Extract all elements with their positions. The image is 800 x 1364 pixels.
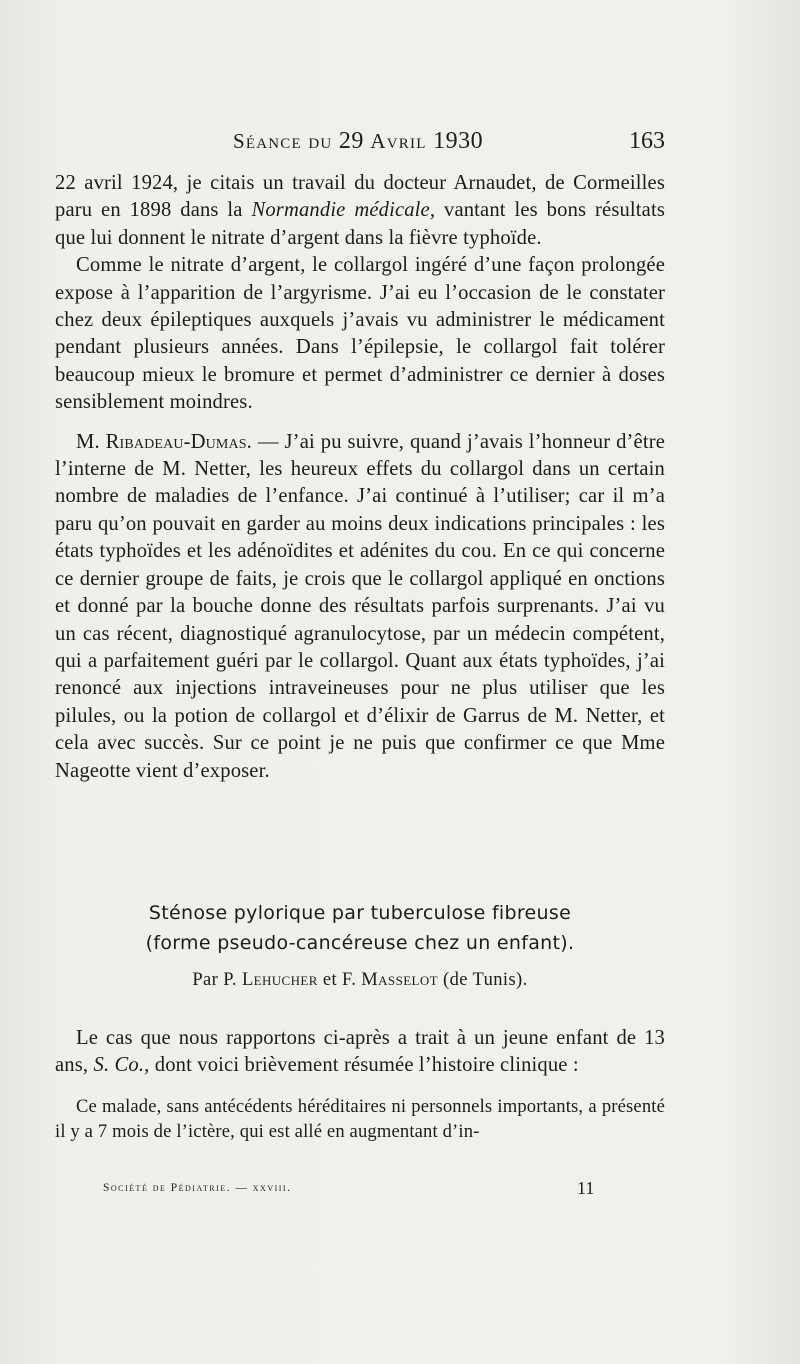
running-head-month: Avril	[370, 129, 427, 153]
paragraph-3-text: — J’ai pu suivre, quand j’avais l’honneur d’être l’interne de M. Netter, les heureux effets du collargol dans un certain nombre de maladies de l’enfance. J’ai continué à l’utiliser; car il m’a paru qu’on pouvait en garder au moins deux indications principales : les états typhoïdes et les adénoïdites et adénites du cou. En ce qui concerne ce dernier groupe de faits, je crois que le collargol appliqué en onctions et donné par la bouche donne des résultats parfois surprenants. J’ai vu un cas récent, diagnostiqué agranulocytose, par un médecin compétent, qui a parfaitement guéri par le collargol. Quant aux états typhoïdes, j’ai renoncé aux injections intraveineuses pour ne plus utiliser que les pilules, ou la potion de collargol et d’élixir de Garrus de M. Netter, et cela avec succès. Sur ce point je ne puis que confirmer ce que Mme Nageotte vient d’exposer.	[55, 430, 666, 782]
byline-par: Par P.	[192, 970, 242, 990]
running-head-day: 29	[332, 128, 371, 154]
journal-title-italic: Normandie médicale,	[251, 199, 436, 222]
byline-author-1: Lehucher	[241, 970, 318, 990]
running-head-year: 1930	[426, 128, 484, 154]
byline-author-2: Masselot	[361, 970, 439, 990]
byline-et: et F.	[317, 970, 362, 990]
footer-sheet-number: 11	[577, 1178, 595, 1198]
article-byline	[55, 970, 665, 991]
article-title-line-2: (forme pseudo-cancéreuse chez un enfant).	[145, 932, 575, 954]
paragraph-case-intro	[55, 1025, 665, 1080]
running-head	[55, 128, 665, 158]
paragraph-1-text: 22 avril 1924, je citais un travail du docteur Arnaudet, de Cormeilles paru en 1898 dans la	[55, 172, 665, 222]
case-intro-rest: dont voici brièvement résumée l’histoire clinique :	[149, 1054, 579, 1077]
footer-journal: Société de Pédiatrie. — xxviii.	[103, 1182, 292, 1194]
paragraph-collargol: Comme le nitrate d’argent, le collargol ingéré d’une façon prolongée expose à l’apparition de l’argyrisme. J’ai eu l’occasion de le constater chez deux épileptiques auxquels j’avais vu administrer le médicament pendant plusieurs années. Dans l’épilepsie, le collargol fait tolérer beaucoup mieux le bromure et permet d’administrer ce dernier à doses sensiblement moindres.	[55, 254, 665, 414]
paragraph-continuation	[55, 170, 665, 252]
page-number: 163	[629, 128, 665, 154]
article-heading-block	[55, 898, 665, 991]
paragraph-gap	[55, 417, 665, 429]
patient-initials: S. Co.,	[93, 1054, 150, 1077]
paragraph-case-history: Ce malade, sans antécédents héréditaires ni personnels importants, a présenté il y a 7 mois de l’ictère, qui est allé en augmentant d’in-	[55, 1095, 665, 1142]
speaker-name: M. Ribadeau-Dumas.	[76, 430, 252, 453]
case-intro-text: Le cas que nous rapportons ci-après a trait à un jeune enfant de 13 ans,	[55, 1027, 665, 1077]
running-head-seance: Séance du	[233, 129, 333, 153]
page-footer	[55, 1178, 665, 1202]
running-head-title	[233, 128, 483, 155]
body-text-top	[55, 170, 665, 785]
byline-place: (de Tunis).	[438, 970, 528, 990]
paragraph-1-rest: vantant les bons résultats que lui donnent le nitrate d’argent dans la fièvre typhoïde.	[55, 199, 665, 249]
article-body	[55, 1025, 665, 1144]
article-title-line-1: Sténose pylorique par tuberculose fibreuse	[148, 902, 572, 924]
paragraph-ribadeau-dumas	[55, 429, 665, 785]
